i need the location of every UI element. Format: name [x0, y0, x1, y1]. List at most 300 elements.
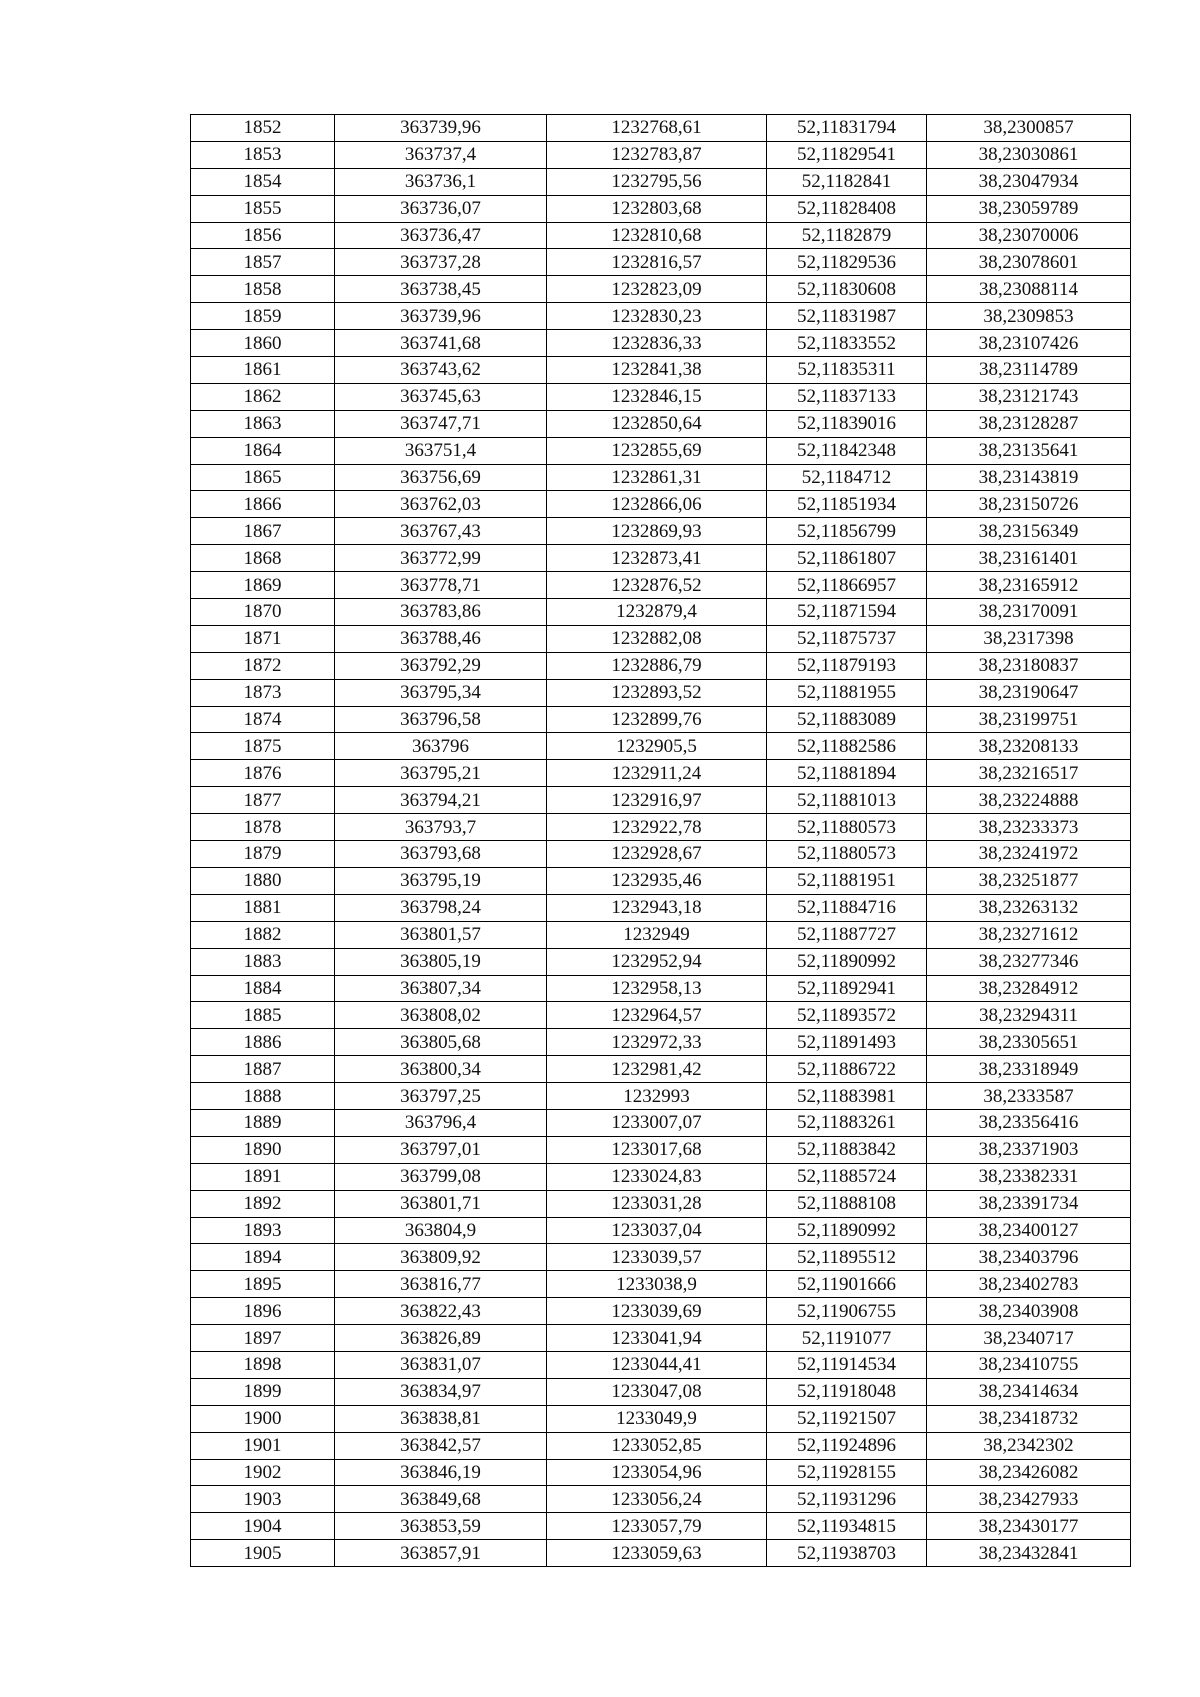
latitude-cell: 52,11871594: [767, 599, 927, 626]
point-number-cell: 1888: [191, 1083, 335, 1110]
y-coordinate-cell: 1232916,97: [547, 787, 767, 814]
longitude-cell: 38,23030861: [927, 141, 1131, 168]
y-coordinate-cell: 1232810,68: [547, 222, 767, 249]
x-coordinate-cell: 363804,9: [335, 1217, 547, 1244]
table-row: [191, 1163, 1131, 1190]
x-coordinate-cell: 363849,68: [335, 1486, 547, 1513]
y-coordinate-cell: 1232823,09: [547, 276, 767, 303]
table-row: [191, 491, 1131, 518]
longitude-cell: 38,23107426: [927, 330, 1131, 357]
table-row: [191, 518, 1131, 545]
latitude-cell: 52,1191077: [767, 1325, 927, 1352]
y-coordinate-cell: 1232855,69: [547, 437, 767, 464]
longitude-cell: 38,23371903: [927, 1136, 1131, 1163]
y-coordinate-cell: 1232905,5: [547, 733, 767, 760]
table-row: [191, 894, 1131, 921]
y-coordinate-cell: 1232886,79: [547, 652, 767, 679]
longitude-cell: 38,23216517: [927, 760, 1131, 787]
longitude-cell: 38,23271612: [927, 921, 1131, 948]
latitude-cell: 52,11880573: [767, 814, 927, 841]
latitude-cell: 52,11885724: [767, 1163, 927, 1190]
y-coordinate-cell: 1232836,33: [547, 330, 767, 357]
table-row: [191, 1432, 1131, 1459]
table-row: [191, 1513, 1131, 1540]
point-number-cell: 1877: [191, 787, 335, 814]
table-row: [191, 1298, 1131, 1325]
x-coordinate-cell: 363801,71: [335, 1190, 547, 1217]
y-coordinate-cell: 1232893,52: [547, 679, 767, 706]
x-coordinate-cell: 363737,28: [335, 249, 547, 276]
point-number-cell: 1853: [191, 141, 335, 168]
point-number-cell: 1866: [191, 491, 335, 518]
point-number-cell: 1874: [191, 706, 335, 733]
latitude-cell: 52,11837133: [767, 383, 927, 410]
table-row: [191, 1271, 1131, 1298]
longitude-cell: 38,23208133: [927, 733, 1131, 760]
y-coordinate-cell: 1232922,78: [547, 814, 767, 841]
latitude-cell: 52,11886722: [767, 1056, 927, 1083]
point-number-cell: 1897: [191, 1325, 335, 1352]
latitude-cell: 52,11835311: [767, 357, 927, 384]
latitude-cell: 52,11851934: [767, 491, 927, 518]
point-number-cell: 1860: [191, 330, 335, 357]
longitude-cell: 38,2342302: [927, 1432, 1131, 1459]
x-coordinate-cell: 363739,96: [335, 115, 547, 142]
point-number-cell: 1880: [191, 867, 335, 894]
latitude-cell: 52,11881894: [767, 760, 927, 787]
longitude-cell: 38,23180837: [927, 652, 1131, 679]
point-number-cell: 1884: [191, 975, 335, 1002]
longitude-cell: 38,23114789: [927, 357, 1131, 384]
longitude-cell: 38,23070006: [927, 222, 1131, 249]
latitude-cell: 52,11906755: [767, 1298, 927, 1325]
table-row: [191, 1217, 1131, 1244]
x-coordinate-cell: 363795,34: [335, 679, 547, 706]
table-row: [191, 464, 1131, 491]
table-row: [191, 1459, 1131, 1486]
y-coordinate-cell: 1232935,46: [547, 867, 767, 894]
y-coordinate-cell: 1233041,94: [547, 1325, 767, 1352]
x-coordinate-cell: 363783,86: [335, 599, 547, 626]
point-number-cell: 1859: [191, 303, 335, 330]
coordinates-table: [190, 114, 1131, 1567]
y-coordinate-cell: 1233031,28: [547, 1190, 767, 1217]
y-coordinate-cell: 1233039,57: [547, 1244, 767, 1271]
latitude-cell: 52,1182879: [767, 222, 927, 249]
table-row: [191, 814, 1131, 841]
y-coordinate-cell: 1232993: [547, 1083, 767, 1110]
y-coordinate-cell: 1233037,04: [547, 1217, 767, 1244]
table-row: [191, 787, 1131, 814]
table-row: [191, 733, 1131, 760]
latitude-cell: 52,11890992: [767, 948, 927, 975]
y-coordinate-cell: 1232964,57: [547, 1002, 767, 1029]
x-coordinate-cell: 363741,68: [335, 330, 547, 357]
x-coordinate-cell: 363739,96: [335, 303, 547, 330]
table-row: [191, 921, 1131, 948]
table-row: [191, 1029, 1131, 1056]
longitude-cell: 38,2333587: [927, 1083, 1131, 1110]
y-coordinate-cell: 1232850,64: [547, 410, 767, 437]
table-row: [191, 303, 1131, 330]
longitude-cell: 38,23190647: [927, 679, 1131, 706]
y-coordinate-cell: 1232841,38: [547, 357, 767, 384]
latitude-cell: 52,11914534: [767, 1351, 927, 1378]
table-row: [191, 867, 1131, 894]
point-number-cell: 1869: [191, 572, 335, 599]
latitude-cell: 52,1182841: [767, 168, 927, 195]
point-number-cell: 1873: [191, 679, 335, 706]
latitude-cell: 52,11938703: [767, 1540, 927, 1567]
latitude-cell: 52,11887727: [767, 921, 927, 948]
point-number-cell: 1881: [191, 894, 335, 921]
point-number-cell: 1867: [191, 518, 335, 545]
x-coordinate-cell: 363798,24: [335, 894, 547, 921]
point-number-cell: 1889: [191, 1109, 335, 1136]
longitude-cell: 38,23224888: [927, 787, 1131, 814]
y-coordinate-cell: 1233039,69: [547, 1298, 767, 1325]
longitude-cell: 38,23432841: [927, 1540, 1131, 1567]
table-row: [191, 652, 1131, 679]
x-coordinate-cell: 363796: [335, 733, 547, 760]
y-coordinate-cell: 1232876,52: [547, 572, 767, 599]
y-coordinate-cell: 1233044,41: [547, 1351, 767, 1378]
latitude-cell: 52,11831987: [767, 303, 927, 330]
longitude-cell: 38,23078601: [927, 249, 1131, 276]
y-coordinate-cell: 1232861,31: [547, 464, 767, 491]
y-coordinate-cell: 1232768,61: [547, 115, 767, 142]
x-coordinate-cell: 363834,97: [335, 1378, 547, 1405]
point-number-cell: 1890: [191, 1136, 335, 1163]
table-row: [191, 1486, 1131, 1513]
x-coordinate-cell: 363797,01: [335, 1136, 547, 1163]
longitude-cell: 38,23161401: [927, 545, 1131, 572]
longitude-cell: 38,23143819: [927, 464, 1131, 491]
table-row: [191, 1325, 1131, 1352]
point-number-cell: 1855: [191, 195, 335, 222]
point-number-cell: 1865: [191, 464, 335, 491]
latitude-cell: 52,11893572: [767, 1002, 927, 1029]
x-coordinate-cell: 363842,57: [335, 1432, 547, 1459]
longitude-cell: 38,23128287: [927, 410, 1131, 437]
y-coordinate-cell: 1232972,33: [547, 1029, 767, 1056]
point-number-cell: 1893: [191, 1217, 335, 1244]
y-coordinate-cell: 1232899,76: [547, 706, 767, 733]
table-row: [191, 1136, 1131, 1163]
longitude-cell: 38,23403908: [927, 1298, 1131, 1325]
latitude-cell: 52,11931296: [767, 1486, 927, 1513]
table-row: [191, 948, 1131, 975]
point-number-cell: 1876: [191, 760, 335, 787]
longitude-cell: 38,23400127: [927, 1217, 1131, 1244]
longitude-cell: 38,23170091: [927, 599, 1131, 626]
y-coordinate-cell: 1232783,87: [547, 141, 767, 168]
table-row: [191, 1244, 1131, 1271]
x-coordinate-cell: 363736,07: [335, 195, 547, 222]
longitude-cell: 38,23382331: [927, 1163, 1131, 1190]
y-coordinate-cell: 1232958,13: [547, 975, 767, 1002]
y-coordinate-cell: 1232803,68: [547, 195, 767, 222]
point-number-cell: 1857: [191, 249, 335, 276]
x-coordinate-cell: 363762,03: [335, 491, 547, 518]
latitude-cell: 52,11830608: [767, 276, 927, 303]
table-row: [191, 572, 1131, 599]
latitude-cell: 52,11921507: [767, 1405, 927, 1432]
y-coordinate-cell: 1232846,15: [547, 383, 767, 410]
table-row: [191, 975, 1131, 1002]
y-coordinate-cell: 1232943,18: [547, 894, 767, 921]
latitude-cell: 52,11882586: [767, 733, 927, 760]
latitude-cell: 52,11918048: [767, 1378, 927, 1405]
longitude-cell: 38,2317398: [927, 625, 1131, 652]
table-row: [191, 141, 1131, 168]
table-row: [191, 1405, 1131, 1432]
x-coordinate-cell: 363793,7: [335, 814, 547, 841]
latitude-cell: 52,11866957: [767, 572, 927, 599]
longitude-cell: 38,23088114: [927, 276, 1131, 303]
longitude-cell: 38,2309853: [927, 303, 1131, 330]
table-row: [191, 357, 1131, 384]
latitude-cell: 52,11883842: [767, 1136, 927, 1163]
point-number-cell: 1896: [191, 1298, 335, 1325]
table-row: [191, 410, 1131, 437]
point-number-cell: 1887: [191, 1056, 335, 1083]
longitude-cell: 38,23418732: [927, 1405, 1131, 1432]
table-row: [191, 115, 1131, 142]
latitude-cell: 52,11901666: [767, 1271, 927, 1298]
latitude-cell: 52,11879193: [767, 652, 927, 679]
x-coordinate-cell: 363805,68: [335, 1029, 547, 1056]
x-coordinate-cell: 363809,92: [335, 1244, 547, 1271]
point-number-cell: 1901: [191, 1432, 335, 1459]
point-number-cell: 1856: [191, 222, 335, 249]
point-number-cell: 1905: [191, 1540, 335, 1567]
latitude-cell: 52,11875737: [767, 625, 927, 652]
x-coordinate-cell: 363816,77: [335, 1271, 547, 1298]
y-coordinate-cell: 1233007,07: [547, 1109, 767, 1136]
longitude-cell: 38,23199751: [927, 706, 1131, 733]
latitude-cell: 52,11883981: [767, 1083, 927, 1110]
point-number-cell: 1904: [191, 1513, 335, 1540]
table-row: [191, 1056, 1131, 1083]
point-number-cell: 1883: [191, 948, 335, 975]
point-number-cell: 1891: [191, 1163, 335, 1190]
table-row: [191, 760, 1131, 787]
x-coordinate-cell: 363756,69: [335, 464, 547, 491]
table-row: [191, 841, 1131, 868]
longitude-cell: 38,23150726: [927, 491, 1131, 518]
longitude-cell: 38,23263132: [927, 894, 1131, 921]
table-row: [191, 1109, 1131, 1136]
table-row: [191, 679, 1131, 706]
point-number-cell: 1892: [191, 1190, 335, 1217]
longitude-cell: 38,23426082: [927, 1459, 1131, 1486]
x-coordinate-cell: 363796,4: [335, 1109, 547, 1136]
latitude-cell: 52,11928155: [767, 1459, 927, 1486]
point-number-cell: 1875: [191, 733, 335, 760]
table-row: [191, 1002, 1131, 1029]
y-coordinate-cell: 1232879,4: [547, 599, 767, 626]
point-number-cell: 1870: [191, 599, 335, 626]
x-coordinate-cell: 363795,19: [335, 867, 547, 894]
latitude-cell: 52,11895512: [767, 1244, 927, 1271]
table-row: [191, 1540, 1131, 1567]
point-number-cell: 1871: [191, 625, 335, 652]
x-coordinate-cell: 363846,19: [335, 1459, 547, 1486]
y-coordinate-cell: 1232869,93: [547, 518, 767, 545]
latitude-cell: 52,11934815: [767, 1513, 927, 1540]
longitude-cell: 38,23430177: [927, 1513, 1131, 1540]
x-coordinate-cell: 363793,68: [335, 841, 547, 868]
point-number-cell: 1861: [191, 357, 335, 384]
x-coordinate-cell: 363838,81: [335, 1405, 547, 1432]
x-coordinate-cell: 363738,45: [335, 276, 547, 303]
point-number-cell: 1879: [191, 841, 335, 868]
table-row: [191, 276, 1131, 303]
x-coordinate-cell: 363799,08: [335, 1163, 547, 1190]
longitude-cell: 38,23251877: [927, 867, 1131, 894]
latitude-cell: 52,11828408: [767, 195, 927, 222]
latitude-cell: 52,11842348: [767, 437, 927, 464]
x-coordinate-cell: 363795,21: [335, 760, 547, 787]
longitude-cell: 38,23403796: [927, 1244, 1131, 1271]
y-coordinate-cell: 1233052,85: [547, 1432, 767, 1459]
y-coordinate-cell: 1233056,24: [547, 1486, 767, 1513]
latitude-cell: 52,11890992: [767, 1217, 927, 1244]
x-coordinate-cell: 363736,47: [335, 222, 547, 249]
table-row: [191, 249, 1131, 276]
table-row: [191, 599, 1131, 626]
point-number-cell: 1885: [191, 1002, 335, 1029]
point-number-cell: 1886: [191, 1029, 335, 1056]
x-coordinate-cell: 363794,21: [335, 787, 547, 814]
x-coordinate-cell: 363747,71: [335, 410, 547, 437]
latitude-cell: 52,11829536: [767, 249, 927, 276]
point-number-cell: 1895: [191, 1271, 335, 1298]
point-number-cell: 1878: [191, 814, 335, 841]
latitude-cell: 52,11883089: [767, 706, 927, 733]
point-number-cell: 1862: [191, 383, 335, 410]
longitude-cell: 38,23241972: [927, 841, 1131, 868]
y-coordinate-cell: 1233057,79: [547, 1513, 767, 1540]
longitude-cell: 38,23402783: [927, 1271, 1131, 1298]
table-row: [191, 437, 1131, 464]
table-row: [191, 168, 1131, 195]
longitude-cell: 38,23135641: [927, 437, 1131, 464]
latitude-cell: 52,11884716: [767, 894, 927, 921]
x-coordinate-cell: 363831,07: [335, 1351, 547, 1378]
longitude-cell: 38,23156349: [927, 518, 1131, 545]
point-number-cell: 1902: [191, 1459, 335, 1486]
x-coordinate-cell: 363822,43: [335, 1298, 547, 1325]
x-coordinate-cell: 363745,63: [335, 383, 547, 410]
x-coordinate-cell: 363792,29: [335, 652, 547, 679]
latitude-cell: 52,11829541: [767, 141, 927, 168]
table-row: [191, 1083, 1131, 1110]
x-coordinate-cell: 363805,19: [335, 948, 547, 975]
point-number-cell: 1852: [191, 115, 335, 142]
longitude-cell: 38,23414634: [927, 1378, 1131, 1405]
longitude-cell: 38,23318949: [927, 1056, 1131, 1083]
x-coordinate-cell: 363807,34: [335, 975, 547, 1002]
table-row: [191, 1351, 1131, 1378]
latitude-cell: 52,11881951: [767, 867, 927, 894]
longitude-cell: 38,23410755: [927, 1351, 1131, 1378]
x-coordinate-cell: 363736,1: [335, 168, 547, 195]
x-coordinate-cell: 363826,89: [335, 1325, 547, 1352]
y-coordinate-cell: 1232882,08: [547, 625, 767, 652]
y-coordinate-cell: 1232911,24: [547, 760, 767, 787]
x-coordinate-cell: 363767,43: [335, 518, 547, 545]
x-coordinate-cell: 363853,59: [335, 1513, 547, 1540]
x-coordinate-cell: 363737,4: [335, 141, 547, 168]
y-coordinate-cell: 1233049,9: [547, 1405, 767, 1432]
x-coordinate-cell: 363778,71: [335, 572, 547, 599]
table-row: [191, 1190, 1131, 1217]
y-coordinate-cell: 1232830,23: [547, 303, 767, 330]
longitude-cell: 38,23121743: [927, 383, 1131, 410]
table-row: [191, 195, 1131, 222]
latitude-cell: 52,11831794: [767, 115, 927, 142]
table-row: [191, 706, 1131, 733]
table-row: [191, 625, 1131, 652]
longitude-cell: 38,23047934: [927, 168, 1131, 195]
latitude-cell: 52,11881013: [767, 787, 927, 814]
latitude-cell: 52,11880573: [767, 841, 927, 868]
table-row: [191, 545, 1131, 572]
longitude-cell: 38,23305651: [927, 1029, 1131, 1056]
longitude-cell: 38,23427933: [927, 1486, 1131, 1513]
table-row: [191, 383, 1131, 410]
point-number-cell: 1899: [191, 1378, 335, 1405]
x-coordinate-cell: 363743,62: [335, 357, 547, 384]
point-number-cell: 1863: [191, 410, 335, 437]
table-row: [191, 222, 1131, 249]
latitude-cell: 52,11856799: [767, 518, 927, 545]
y-coordinate-cell: 1232873,41: [547, 545, 767, 572]
latitude-cell: 52,11881955: [767, 679, 927, 706]
latitude-cell: 52,11892941: [767, 975, 927, 1002]
y-coordinate-cell: 1233024,83: [547, 1163, 767, 1190]
x-coordinate-cell: 363857,91: [335, 1540, 547, 1567]
latitude-cell: 52,11883261: [767, 1109, 927, 1136]
longitude-cell: 38,2300857: [927, 115, 1131, 142]
point-number-cell: 1903: [191, 1486, 335, 1513]
latitude-cell: 52,11861807: [767, 545, 927, 572]
longitude-cell: 38,23059789: [927, 195, 1131, 222]
x-coordinate-cell: 363796,58: [335, 706, 547, 733]
point-number-cell: 1882: [191, 921, 335, 948]
y-coordinate-cell: 1232816,57: [547, 249, 767, 276]
y-coordinate-cell: 1233017,68: [547, 1136, 767, 1163]
x-coordinate-cell: 363797,25: [335, 1083, 547, 1110]
y-coordinate-cell: 1233047,08: [547, 1378, 767, 1405]
point-number-cell: 1898: [191, 1351, 335, 1378]
y-coordinate-cell: 1232866,06: [547, 491, 767, 518]
y-coordinate-cell: 1232949: [547, 921, 767, 948]
y-coordinate-cell: 1233059,63: [547, 1540, 767, 1567]
point-number-cell: 1854: [191, 168, 335, 195]
x-coordinate-cell: 363788,46: [335, 625, 547, 652]
y-coordinate-cell: 1232928,67: [547, 841, 767, 868]
x-coordinate-cell: 363801,57: [335, 921, 547, 948]
latitude-cell: 52,1184712: [767, 464, 927, 491]
latitude-cell: 52,11839016: [767, 410, 927, 437]
point-number-cell: 1864: [191, 437, 335, 464]
longitude-cell: 38,23391734: [927, 1190, 1131, 1217]
longitude-cell: 38,2340717: [927, 1325, 1131, 1352]
latitude-cell: 52,11833552: [767, 330, 927, 357]
